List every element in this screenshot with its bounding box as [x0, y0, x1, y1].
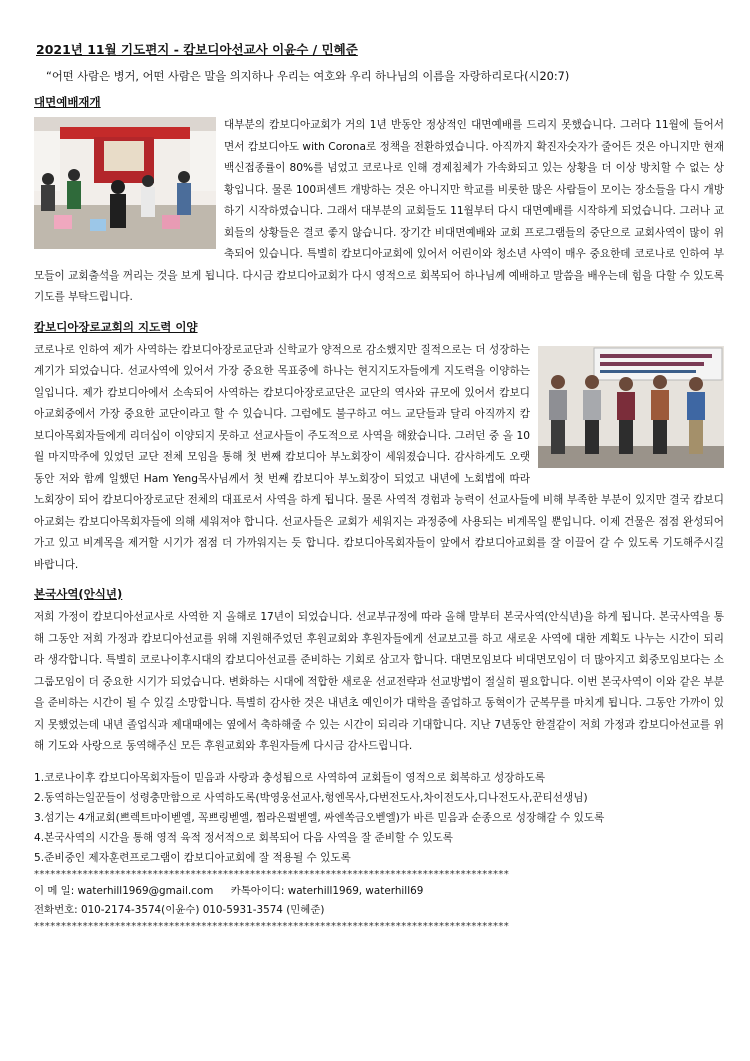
prayer-item: 2.동역하는일꾼들이 성령충만함으로 사역하도록(박영웅선교사,헝엔목사,다번전도사,차이전도사,디나전도사,꾼티선생님) [34, 791, 588, 804]
letter-title: 2021년 11월 기도편지 - 캄보디아선교사 이윤수 / 민혜준 [36, 42, 358, 57]
section-heading: 본국사역(안식년) [34, 587, 123, 601]
section-worship-resumed [34, 94, 724, 309]
email-text: 이 메 일: waterhill1969@gmail.com [34, 884, 214, 897]
letter-page [34, 40, 724, 934]
prayer-item: 4.본국사역의 시간을 통해 영적 육적 정서적으로 회복되어 다음 사역을 잘 준비할 수 있도록 [34, 831, 453, 844]
section-heading: 캄보디아장로교회의 지도력 이양 [34, 319, 198, 334]
prayer-list [34, 768, 724, 868]
section-text: 대부분의 캄보디아교회가 거의 1년 반동안 정상적인 대면예배를 드리지 못했습니다. 그러다 11월에 들어서면서 캄보디아도 with Corona로 정책을 전환하였습니다. 아직까지 확진자숫자가 줄어든 것은 아니지만 현재 백신접종률이 80%를 넘었고 코로나로 인해 경제침체가 가속화되고 있는 상황을 더 이상 방치할 수 없는 상황입니다. 물론 100퍼센트 개방하는 것은 아니지만 학교를 비롯한 많은 사람들이 모이는 장소들을 다시 개방하기 시작하였습니다. 그래서 대부분의 교회들도 11월부터 다시 대면예배를 시작하게 되었습니다. 그러나 교회들의 상황들은 결코 좋지 않습니다. 장기간 비대면예배와 교회 프로그램들의 중단으로 교회사역이 많이 위축되어 있습니다. 특별히 캄보디아교회에 있어서 어린이와 청소년 사역이 매우 중요한데 코로나로 인하여 부모들이 교회출석을 꺼리는 것을 보게 됩니다. 다시금 캄보디아교회가 다시 영적으로 회복되어 하나님께 예배하고 말씀을 배우는데 힘을 다할 수 있도록 기도를 부탁드립니다. [34, 119, 724, 303]
section-home-assignment [34, 586, 724, 758]
divider-bottom: **************************************************************************************** [34, 920, 510, 932]
contact-info [34, 882, 724, 920]
prayer-item: 3.섬기는 4개교회(쁘렉트마이벧엘, 꼭쁘링벧엘, 쩜라은펄벧엘, 싸엔쏙금오벧엘)가 바른 믿음과 순종으로 성장해갈 수 있도록 [34, 811, 605, 824]
worship-photo [34, 117, 216, 249]
prayer-item: 5.준비중인 제자훈련프로그램이 캄보디아교회에 잘 적용될 수 있도록 [34, 851, 351, 864]
bible-verse: “어떤 사람은 병거, 어떤 사람은 말을 의지하나 우리는 여호와 우리 하나님의 이름을 자랑하리로다(시20:7) [46, 70, 570, 83]
prayer-item: 1.코로나이후 캄보디아목회자들이 믿음과 사랑과 충성됨으로 사역하여 교회들이 영적으로 회복하고 성장하도록 [34, 771, 546, 784]
section-leadership-transfer [34, 319, 724, 577]
kakao-id-text: 카톡아이디: waterhill1969, waterhill69 [230, 884, 424, 897]
section-text: 저희 가정이 캄보디아선교사로 사역한 지 올해로 17년이 되었습니다. 선교부규정에 따라 올해 말부터 본국사역(안식년)을 하게 됩니다. 본국사역을 통해 그동안 저희 가정과 캄보디아선교를 위해 지원해주었던 후원교회와 후원자들에게 선교보고를 하고 새로운 사역에 대한 계획도 나누는 시간이 되리라 생각합니다. 특별히 코로나이후시대의 캄보디아선교를 준비하는 기회로 삼고자 합니다. 대면모임보다 비대면모임이 더 많아지고 회중모임보다는 소그룹모임이 더 중요한 시기가 되었습니다. 변화하는 시대에 적합한 새로운 선교전략과 선교방법이 절실히 필요합니다. 이번 본국사역이 이와 같은 부분을 준비하는 시간이 될 수 있길 소망합니다. 특별히 감사한 것은 내년초 예인이가 대학을 졸업하고 동혁이가 군복무를 마치게 됩니다. 그동안 가까이 있지 못했었는데 내년 졸업식과 제대때에는 옆에서 축하해줄 수 있는 시간이 되리라 기대합니다. 지난 7년동안 한결같이 저희 가정과 캄보디아선교를 위해 기도와 사랑으로 동역해주신 모든 후원교회와 후원자들께 다시금 감사드립니다. [34, 611, 724, 752]
phone-text: 전화번호: 010-2174-3574(이윤수) 010-5931-3574 (민혜준) [34, 903, 325, 916]
leaders-photo [538, 346, 724, 468]
divider-top: **************************************************************************************** [34, 868, 510, 880]
section-heading: 대면예배재개 [34, 95, 101, 109]
section-text: 코로나로 인하여 제가 사역하는 캄보디아장로교단과 신학교가 양적으로 감소했지만 질적으로는 더 성장하는 계기가 되었습니다. 선교사역에 있어서 가장 중요한 목표중에 하나는 현지지도자들에게 지도력을 이양하는 일입니다. 제가 캄보디아에서 소속되어 사역하는 캄보디아장로교단은 교단의 역사와 규모에 있어서 캄보디아교회중에서 가장 중요한 교단이라고 할 수 있습니다. 그럼에도 불구하고 여느 교단들과 달리 아직까지 캄보디아목회자들에게 리더십이 이양되지 못하고 선교사들이 주도적으로 사역을 해왔습니다. 그러던 중 올 10월 마지막주에 있었던 교단 전체 모임을 통해 첫 번째 캄보디아 부노회장이 세워졌습니다. 감사하게도 오랫동안 저와 함께 일했던 Ham Yeng목사님께서 첫 번째 캄보디아 부노회장이 되었고 내년에 노회법에 따라 노회장이 되어 캄보디아장로교단 전체의 대표로서 사역을 하게 됩니다. 물론 사역적 경험과 능력이 선교사들에 비해 부족한 부분이 있지만 결국 캄보디아교회는 캄보디아목회자들에 의해 세워져야 합니다. 선교사들은 교회가 세워지는 과정중에 사용되는 비계목일 뿐입니다. 이제 건물은 점점 완성되어 가고 있고 비계목을 제거할 시기가 점점 더 가까워지는 듯 합니다. 캄보디아목회자들이 앞에서 캄보디아교회를 잘 이끌어 갈 수 있도록 기도해주시길 바랍니다. [34, 343, 724, 571]
